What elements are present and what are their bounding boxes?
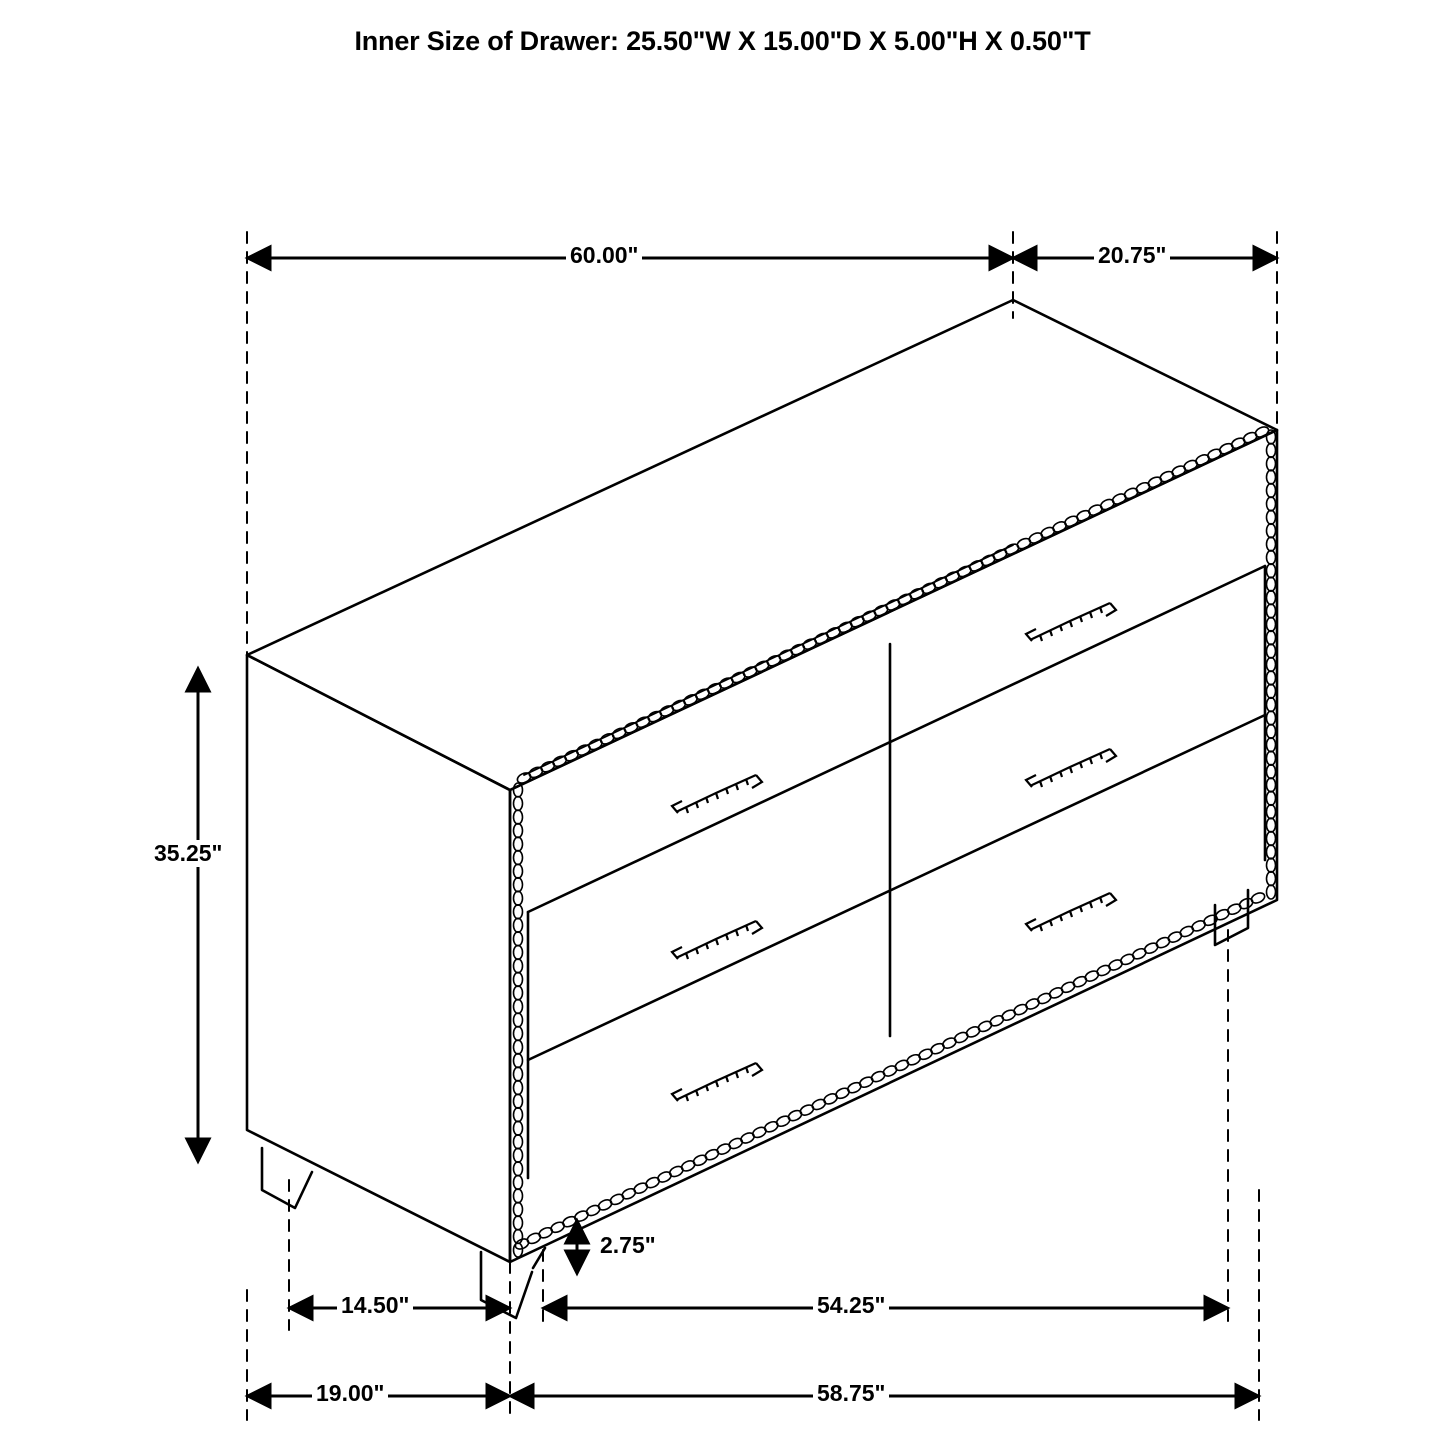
extension-lines <box>247 232 1277 1420</box>
dim-label-front-leg-offset: 14.50" <box>337 1292 413 1319</box>
nailhead-studs <box>514 425 1276 1257</box>
drawer-frame <box>528 566 1265 1178</box>
dim-label-leg-clearance: 2.75" <box>596 1232 660 1259</box>
dim-label-depth-top: 20.75" <box>1094 242 1170 269</box>
handle <box>672 921 762 959</box>
dim-label-front-base-width: 54.25" <box>813 1292 889 1319</box>
dim-label-width-top: 60.00" <box>566 242 642 269</box>
dim-label-overall-front-width: 58.75" <box>813 1380 889 1407</box>
handle <box>1026 603 1116 641</box>
page-title: Inner Size of Drawer: 25.50"W X 15.00"D X 5.00"H X 0.50"T <box>354 26 1091 56</box>
handle <box>1026 893 1116 931</box>
handle <box>672 1063 762 1101</box>
drawer-handles <box>672 603 1116 1101</box>
handle <box>1026 749 1116 787</box>
dim-label-side-leg-offset: 19.00" <box>312 1380 388 1407</box>
drawer-divisions <box>528 566 1265 1060</box>
dim-label-height: 35.25" <box>150 840 226 867</box>
